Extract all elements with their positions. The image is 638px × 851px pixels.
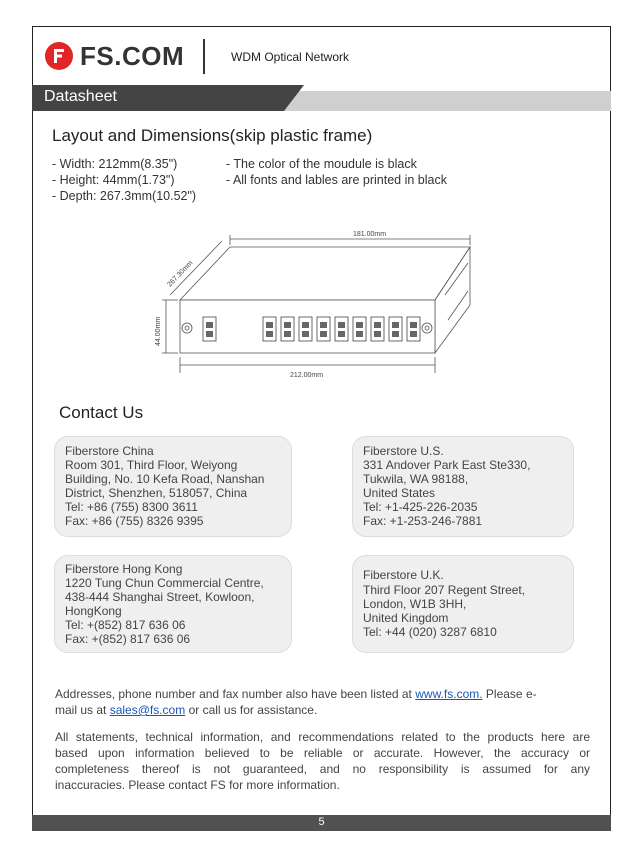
card-line: Fax: +(852) 817 636 06 [65,632,191,646]
card-line: Fax: +86 (755) 8326 9395 [65,514,204,528]
card-line: Fiberstore U.S. [363,444,444,458]
card-line: Tel: +(852) 817 636 06 [65,618,186,632]
note-text: Addresses, phone number and fax number also have been listed at [55,687,416,701]
card-line: Third Floor 207 Regent Street, [363,583,526,597]
fs-logo [44,40,184,72]
card-line: Fax: +1-253-246-7881 [363,514,483,528]
fs-logo-icon [44,41,74,71]
card-line: Tel: +44 (020) 3287 6810 [363,625,497,639]
card-line: Building, No. 10 Kefa Road, Nanshan [65,472,265,486]
card-line: United Kingdom [363,611,449,625]
dim-height: 44.00mm [155,316,162,346]
header-title: WDM Optical Network [231,50,350,64]
datasheet-band [32,85,611,111]
disclaimer-line: completeness thereof is not guaranteed, and no responsibility is assumed for any [55,762,590,776]
card-line: Tel: +1-425-226-2035 [363,500,478,514]
card-line: 1220 Tung Chun Commercial Centre, [65,576,264,590]
page-number: 5 [318,816,325,828]
contact-heading: Contact Us [59,403,144,422]
module-drawing [140,225,480,385]
card-line: Fiberstore Hong Kong [65,562,183,576]
note-text: mail us at [55,703,110,717]
note-text: Please e- [482,687,537,701]
spec-depth: - Depth: 267.3mm(10.52") [52,189,197,203]
card-line: United States [363,486,436,500]
card-line: Tukwila, WA 98188, [363,472,469,486]
header-divider [203,39,205,74]
contact-note [55,686,590,718]
brand-name: FS.COM [80,40,185,71]
card-line: Fiberstore U.K. [363,568,444,582]
note-text: or call us for assistance. [185,703,318,717]
email-link[interactable]: sales@fs.com [109,703,186,717]
dim-depth: 267.30mm [166,259,195,289]
disclaimer [55,729,590,793]
spec-fonts: - All fonts and lables are printed in black [226,173,447,187]
card-line: London, W1B 3HH, [363,597,467,611]
spec-color: - The color of the moudule is black [226,157,417,171]
disclaimer-line: based upon information believed to be reliable or accurate. However, the accuracy or [55,746,590,760]
disclaimer-line: All statements, technical information, and recommendations related to the products here are [55,730,590,744]
spec-height: - Height: 44mm(1.73") [52,173,175,187]
website-link[interactable]: www.fs.com. [415,687,483,701]
footer-bar [32,815,611,831]
spec-width: - Width: 212mm(8.35") [52,157,178,171]
card-line: District, Shenzhen, 518057, China [65,486,248,500]
datasheet-label: Datasheet [44,88,117,105]
disclaimer-line: inaccuracies. Please contact FS for more information. [55,778,340,792]
dim-top: 181.00mm [353,231,387,238]
layout-heading: Layout and Dimensions(skip plastic frame) [52,126,373,145]
card-line: Tel: +86 (755) 8300 3611 [65,500,198,514]
card-line: Room 301, Third Floor, Weiyong [65,458,238,472]
card-line: Fiberstore China [65,444,154,458]
dim-width: 212.00mm [290,372,324,379]
card-line: 331 Andover Park East Ste330, [363,458,531,472]
card-line: 438-444 Shanghai Street, Kowloon, [65,590,255,604]
card-line: HongKong [65,604,122,618]
